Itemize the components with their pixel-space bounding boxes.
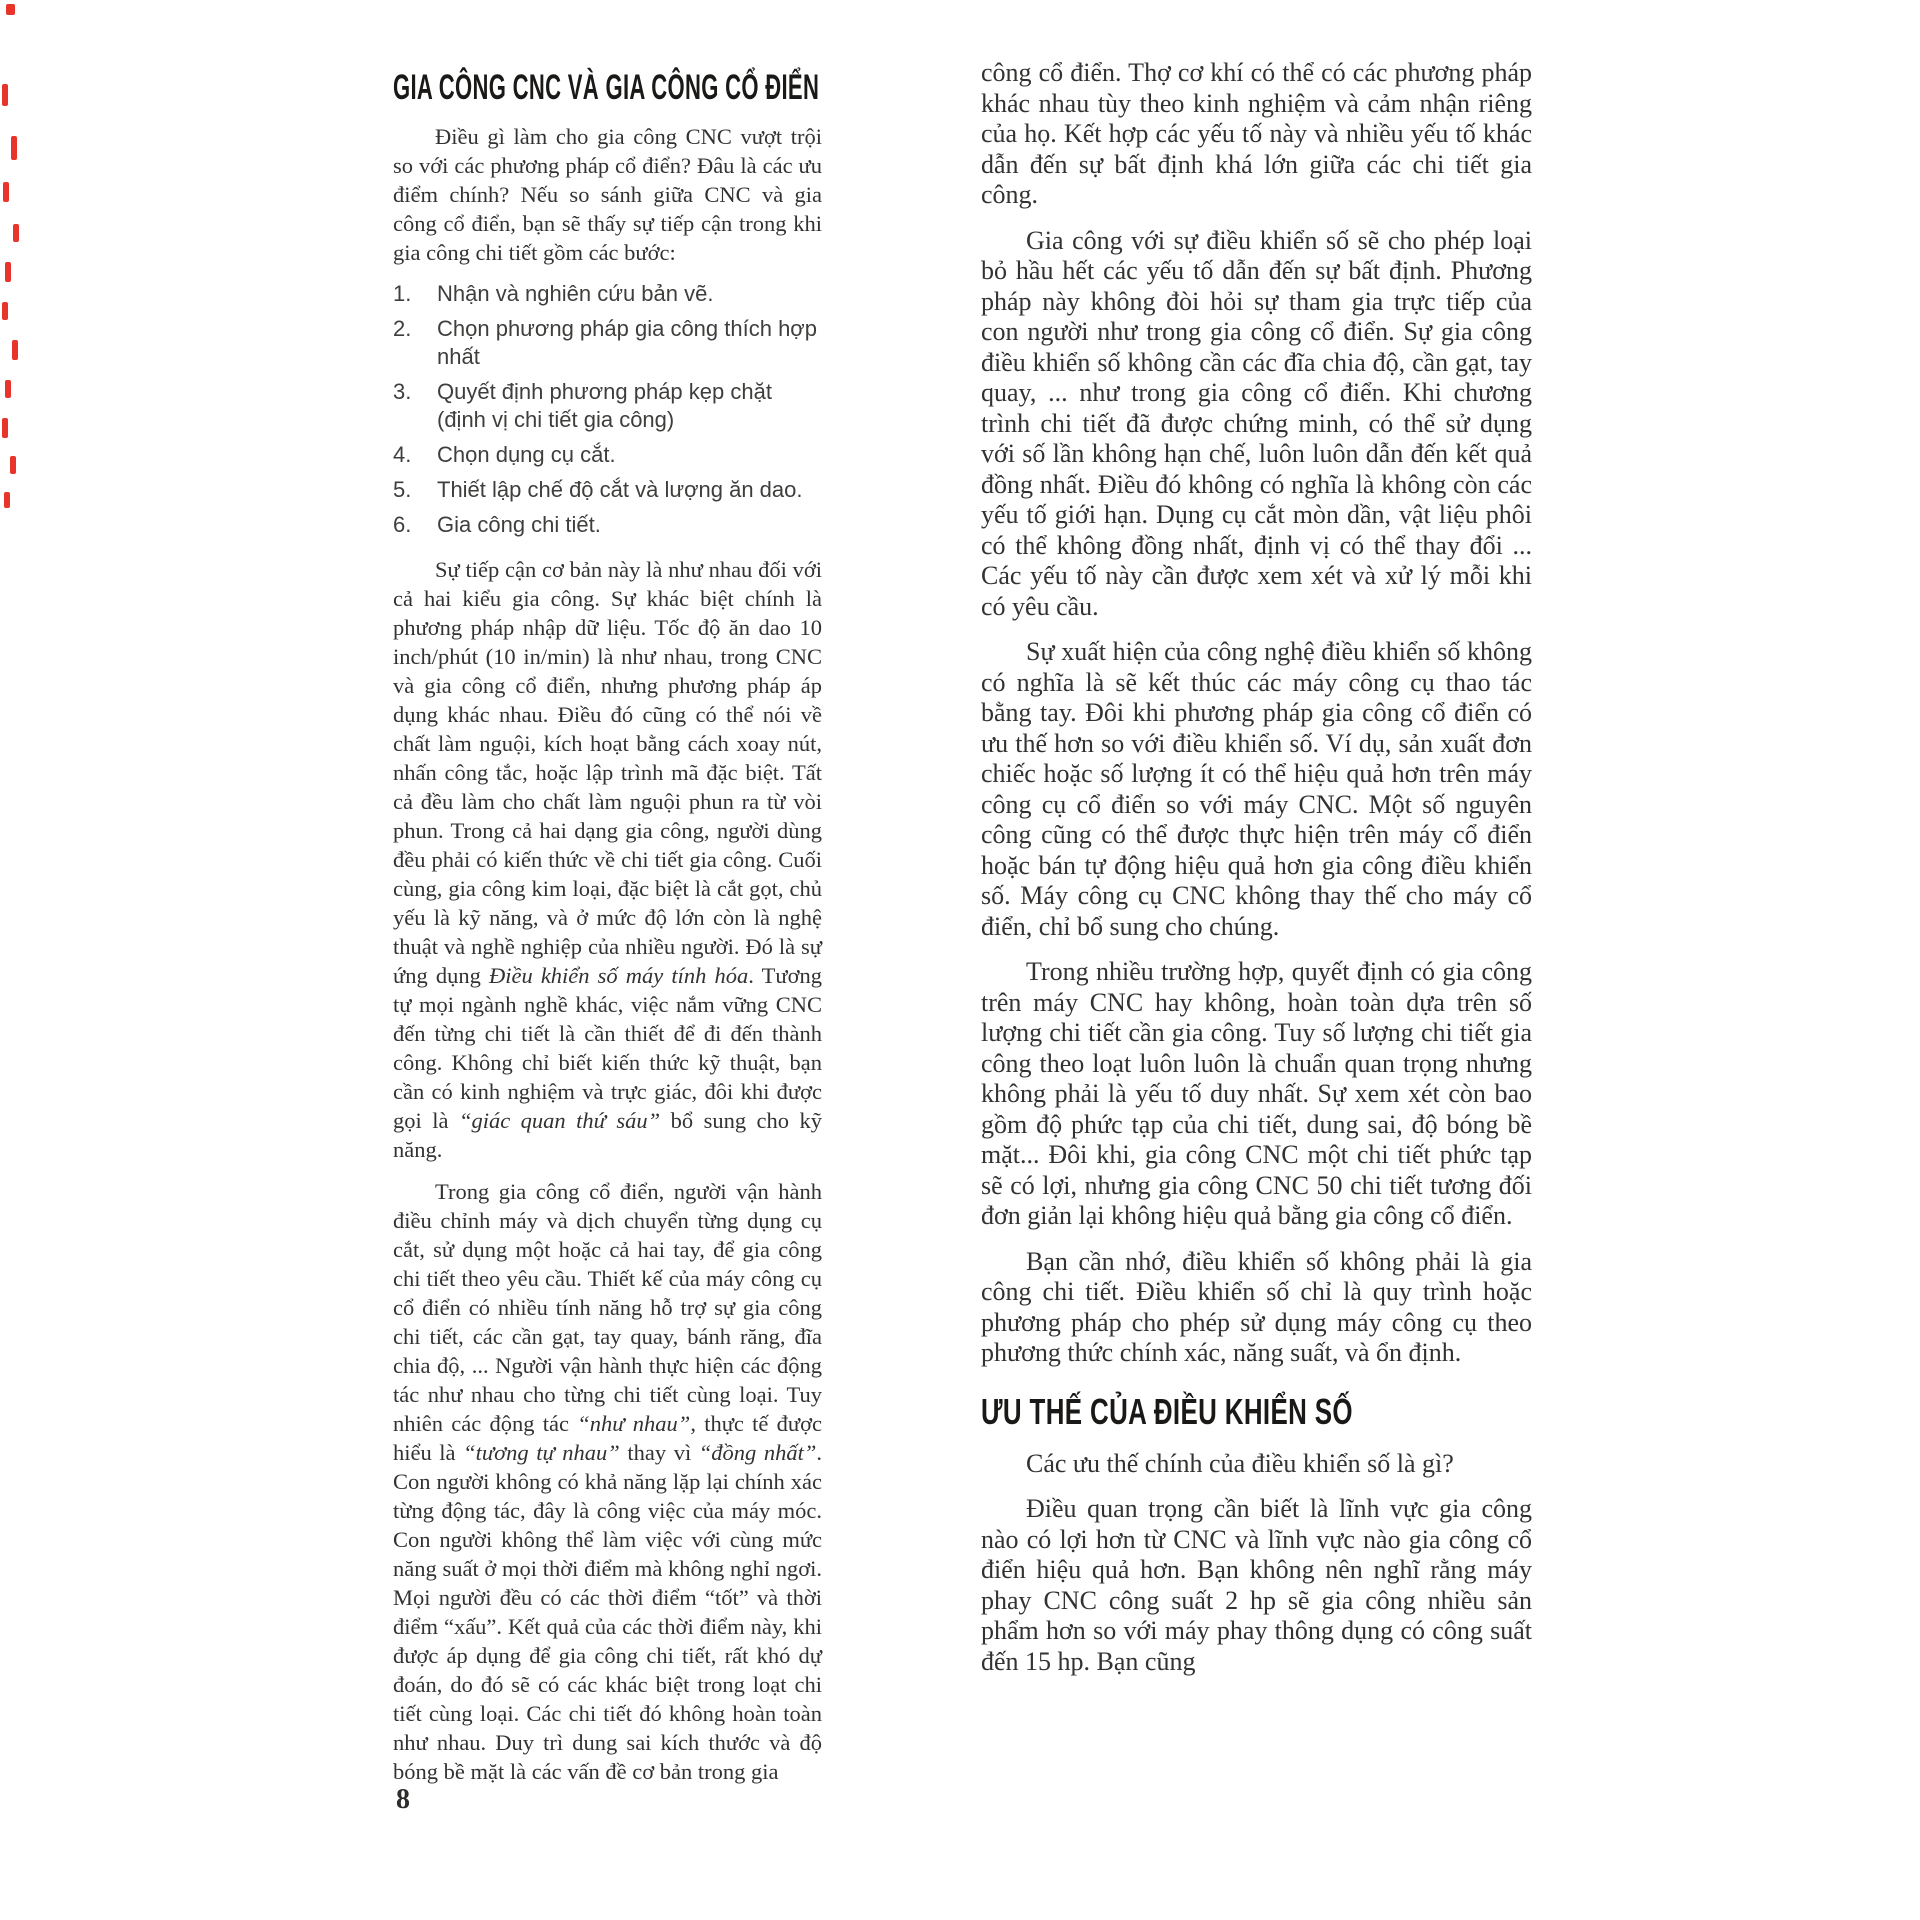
red-edge-mark (2, 84, 8, 106)
red-edge-mark (4, 492, 10, 508)
list-item-text: Gia công chi tiết. (437, 512, 601, 537)
body-paragraph: Điều quan trọng cần biết là lĩnh vực gia công nào có lợi hơn từ CNC và lĩnh vực nào gia công cổ điển hiệu quả hơn. Bạn không nên nghĩ rằng máy phay CNC công suất 2 hp sẽ gia công nhiều sản phẩm hơn so với máy phay thông dụng có công suất đến 15 hp. Bạn cũng (981, 1494, 1532, 1676)
list-item-number: 1. (393, 281, 412, 306)
list-item-number: 6. (393, 512, 412, 537)
list-item-number: 3. (393, 379, 412, 404)
red-edge-mark (5, 380, 11, 398)
body-paragraph: Các ưu thế chính của điều khiển số là gì? (1026, 1448, 1454, 1478)
list-item-text: Nhận và nghiên cứu bản vẽ. (437, 281, 714, 306)
list-item-text: Chọn phương pháp gia công thích hợp nhất (437, 316, 817, 369)
list-item-number: 4. (393, 442, 412, 467)
steps-list (393, 280, 822, 539)
list-item (393, 511, 822, 539)
red-edge-mark (6, 4, 15, 15)
body-paragraph: Gia công với sự điều khiển số sẽ cho phép loại bỏ hầu hết các yếu tố dẫn đến sự bất định. Phương pháp này không đòi hỏi sự tham gia trực tiếp của con người như trong gia công cổ điển. Sự gia công điều khiển số không cần các đĩa chia độ, cần gạt, tay quay, ... như trong gia công cổ điển. Khi chương trình chi tiết đã được chứng minh, có thể sử dụng với số lần không hạn chế, luôn luôn dẫn đến kết quả đồng nhất. Điều đó không có nghĩa là không còn các yếu tố giới hạn. Dụng cụ cắt mòn dần, vật liệu phôi có thể không đồng nhất, định vị có thể thay đổi ... Các yếu tố này cần được xem xét và xử lý mỗi khi có yêu cầu. (981, 225, 1532, 621)
article-heading: GIA CÔNG CNC VÀ GIA CÔNG CỔ ĐIỂN (393, 68, 820, 107)
list-item (393, 378, 822, 434)
list-item-number: 2. (393, 316, 412, 341)
list-item-text: Thiết lập chế độ cắt và lượng ăn dao. (437, 477, 803, 502)
intro-paragraph: Điều gì làm cho gia công CNC vượt trội so với các phương pháp cổ điển? Đâu là các ưu điểm chính? Nếu so sánh giữa CNC và gia công cổ điển, bạn sẽ thấy sự tiếp cận trong khi gia công chi tiết gồm các bước: (393, 124, 822, 265)
list-item (393, 476, 822, 504)
list-item-line2: (định vị chi tiết gia công) (437, 407, 675, 432)
list-item-text (437, 378, 822, 434)
list-item (393, 315, 822, 371)
list-item (393, 441, 822, 469)
body-paragraph: Sự tiếp cận cơ bản này là như nhau đối với cả hai kiểu gia công. Sự khác biệt chính là phương pháp nhập dữ liệu. Tốc độ ăn dao 10 inch/phút (10 in/min) là như nhau, trong CNC và gia công cổ điển, nhưng phương pháp áp dụng khác nhau. Điều đó cũng có thể nói về chất làm nguội, kích hoạt bằng cách xoay nút, nhấn công tắc, hoặc lập trình mã đặc biệt. Tất cả đều làm cho chất làm nguội phun ra từ vòi phun. Trong cả hai dạng gia công, người dùng đều phải có kiến thức về chi tiết gia công. Cuối cùng, gia công kim loại, đặc biệt là cắt gọt, chủ yếu là kỹ năng, và ở mức độ lớn còn là nghệ thuật và nghề nghiệp của nhiều người. Đó là sự ứng dụng Điều khiển số máy tính hóa. Tương tự mọi ngành nghề khác, việc nắm vững CNC đến từng chi tiết là cần thiết để đi đến thành công. Không chỉ biết kiến thức kỹ thuật, bạn cần có kinh nghiệm và trực giác, đôi khi được gọi là “giác quan thứ sáu” bổ sung cho kỹ năng. (393, 557, 823, 1162)
red-edge-mark (2, 302, 8, 320)
red-edge-mark (10, 456, 16, 474)
list-item-text: Chọn dụng cụ cắt. (437, 442, 616, 467)
list-item-line1: Quyết định phương pháp kẹp chặt (437, 379, 772, 404)
red-edge-mark (11, 136, 17, 160)
red-edge-mark (5, 262, 11, 282)
left-column (393, 70, 822, 1799)
list-item (393, 280, 822, 308)
right-column (981, 58, 1532, 1692)
red-edge-mark (3, 182, 9, 202)
body-paragraph: Trong gia công cổ điển, người vận hành điều chỉnh máy và dịch chuyển từng dụng cụ cắt, sử dụng một hoặc cả hai tay, để gia công chi tiết theo yêu cầu. Thiết kế của máy công cụ cổ điển có nhiều tính năng hỗ trợ sự gia công chi tiết, các cần gạt, tay quay, bánh răng, đĩa chia độ, ... Người vận hành thực hiện các động tác như nhau cho từng chi tiết cùng loại. Tuy nhiên các động tác “như nhau”, thực tế được hiểu là “tương tự nhau” thay vì “đồng nhất”. Con người không có khả năng lặp lại chính xác từng động tác, đây là công việc của máy móc. Con người không thể làm việc với cùng mức năng suất ở mọi thời điểm mà không nghỉ ngơi. Mọi người đều có các thời điểm “tốt” và thời điểm “xấu”. Kết quả của các thời điểm này, khi được áp dụng để gia công chi tiết, rất khó dự đoán, do đó sẽ có các khác biệt trong loạt chi tiết cùng loại. Các chi tiết đó không hoàn toàn như nhau. Duy trì dung sai kích thước và độ bóng bề mặt là các vấn đề cơ bản trong gia (393, 1179, 823, 1784)
body-paragraph: Trong nhiều trường hợp, quyết định có gia công trên máy CNC hay không, hoàn toàn dựa trên số lượng chi tiết cần gia công. Tuy số lượng chi tiết gia công theo loạt luôn luôn là chuẩn quan trọng nhưng không phải là yếu tố duy nhất. Sự xem xét còn bao gồm độ phức tạp của chi tiết, dung sai, độ bóng bề mặt... Đôi khi, gia công CNC một chi tiết phức tạp sẽ có lợi, nhưng gia công CNC 50 chi tiết tương đối đơn giản lại không hiệu quả bằng gia công cổ điển. (981, 957, 1532, 1230)
red-edge-mark (12, 340, 18, 360)
body-paragraph: Bạn cần nhớ, điều khiển số không phải là gia công chi tiết. Điều khiển số chỉ là quy trình hoặc phương pháp cho phép sử dụng máy công cụ theo phương thức chính xác, năng suất, và ổn định. (981, 1246, 1532, 1367)
page-number: 8 (396, 1784, 410, 1815)
body-paragraph: công cổ điển. Thợ cơ khí có thể có các phương pháp khác nhau tùy theo kinh nghiệm và cảm nhận riêng của họ. Kết hợp các yếu tố này và nhiều yếu tố khác dẫn đến sự bất định khá lớn giữa các chi tiết gia công. (981, 58, 1532, 209)
list-item-number: 5. (393, 477, 412, 502)
red-edge-mark (2, 418, 8, 438)
red-edge-mark (13, 224, 19, 242)
body-paragraph: Sự xuất hiện của công nghệ điều khiển số không có nghĩa là sẽ kết thúc các máy công cụ thao tác bằng tay. Đôi khi phương pháp gia công cổ điển có ưu thế hơn so với điều khiển số. Ví dụ, sản xuất đơn chiếc hoặc số lượng ít có thể hiệu quả hơn trên máy công cụ cổ điển so với máy CNC. Một số nguyên công cũng có thể được thực hiện trên máy cổ điển hoặc bán tự động hiệu quả hơn gia công điều khiển số. Máy công cụ CNC không thay thế cho máy cổ điển, chỉ bổ sung cho chúng. (981, 637, 1532, 941)
section-heading: ƯU THẾ CỦA ĐIỀU KHIỂN SỐ (981, 1390, 1353, 1432)
